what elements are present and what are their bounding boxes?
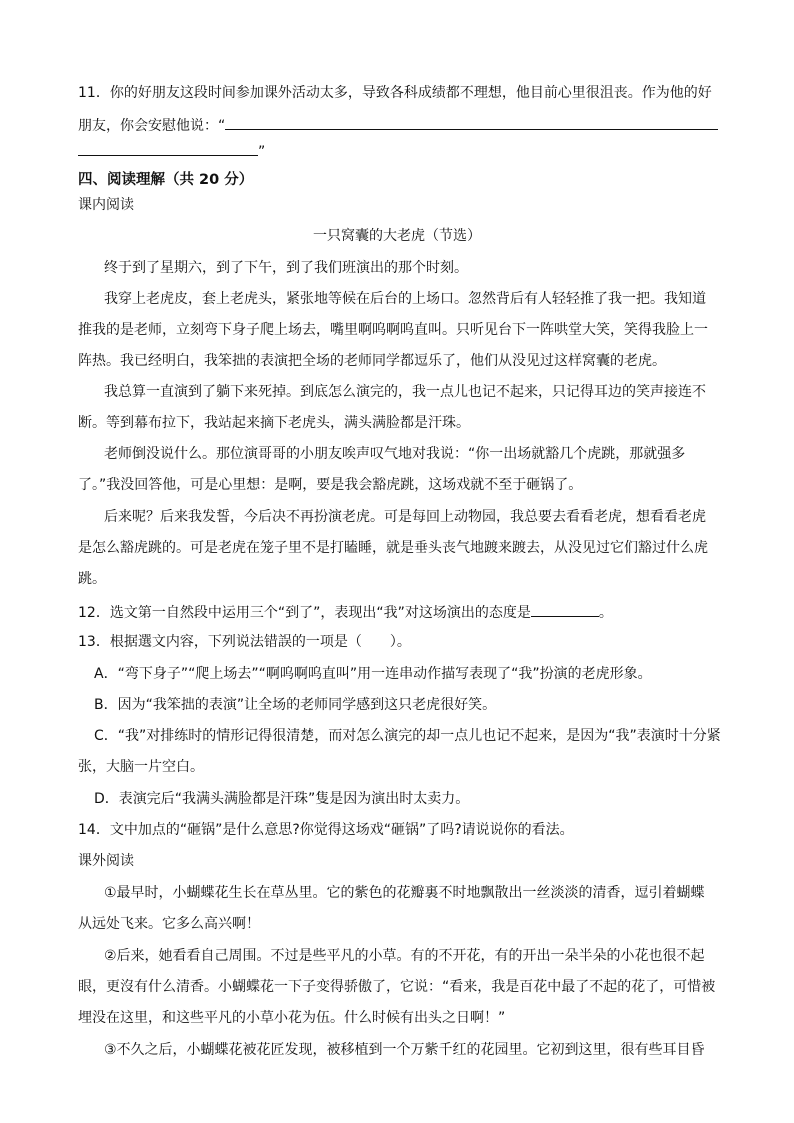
q13-option-c-cont: 张，大脑一片空白。 [78,759,204,775]
q11-line3 [78,141,265,162]
q13-option-c[interactable]: C．“我”对排练时的情形记得很清楚，而对怎么演完的却一点儿也记不起来，是因为“我”表演时十分紧 [94,728,721,744]
q12 [78,602,613,623]
passage-line: 跳。 [78,571,106,587]
extra-line: 埋没在这里，和这些平凡的小草小花为伍。什么时候有出头之日啊！” [78,1010,506,1026]
q11-answer-blank[interactable] [225,115,718,130]
passage-line: 阵热。我已经明白，我笨拙的表演把全场的老师同学都逗乐了，他们从没见过这样窝囊的老虎。 [78,353,666,369]
extra-line: ②后来，她看看自己周围。不过是些平凡的小草。有的不开花，有的开出一朵半朵的小花也很不起 [104,948,705,964]
q13-stem: 13．根据選文内容，下列说法错誤的一项是（ ）。 [78,634,411,650]
q14-text: 14．文中加点的“砸锅”是什么意思?你觉得这场戏“砸锅”了吗?请说说你的看法。 [78,822,574,838]
in-class-reading-label: 课内阅读 [78,197,134,213]
passage-line: 断。等到幕布拉下，我站起来摘下老虎头，满头满脸都是汗珠。 [78,415,470,431]
passage-title: 一只窝囊的大老虎（节选） [313,228,481,244]
section4-heading: 四、阅读理解（共 20 分） [78,172,254,188]
extra-reading-label: 课外阅读 [78,853,134,869]
q12-text: 12．选文第一自然段中运用三个“到了”，表现出“我”对这场演出的态度是 [78,605,531,621]
q11-close-quote: ” [258,144,266,160]
q13-option-d[interactable]: D．表演完后“我满头满脸都是汗珠”隻是因为演出时太卖力。 [94,791,470,807]
extra-line: ①最早时，小蝴蝶花生长在草丛里。它的紫色的花瓣裏不时地飘散出一丝淡淡的清香，逗引着蝴蝶 [104,885,705,901]
passage-line: 后来呢？后来我发誓，今后决不再扮演老虎。可是每回上动物园，我总要去看看老虎，想看看老虎 [104,509,706,525]
extra-line: 眼，更沒有什么清香。小蝴蝶花一下子变得骄傲了，它说：“看来，我是百花中最了不起的花了，可惜被 [78,979,716,995]
q11-line1: 11．你的好朋友这段时间参加课外活动太多，导致各科成绩都不理想，他目前心里很沮丧。作为他的好 [78,85,712,101]
passage-line: 老师倒没说什么。那位演哥哥的小朋友唉声叹气地对我说：“你一出场就豁几个虎跳，那就强多 [104,446,686,462]
passage-line: 我穿上老虎皮，套上老虎头，紧张地等候在后台的上场口。忽然背后有人轻轻推了我一把。我知道 [104,291,706,307]
q11-answer-blank-cont[interactable] [78,141,258,156]
q13-option-b[interactable]: B．因为“我笨拙的表演”让全场的老师同学感到这只老虎很好笑。 [94,697,497,713]
q12-answer-blank[interactable] [531,602,599,617]
q11-prompt: 朋友，你会安慰他说：“ [78,118,226,134]
q11-line2 [78,115,718,136]
extra-line: 从远处飞来。它多么高兴啊！ [78,916,260,932]
q13-option-a[interactable]: A．“弯下身子”“爬上场去”“啊呜啊呜直叫”用一连串动作描写表现了“我”扮演的老虎形象。 [94,666,652,682]
q12-end: 。 [598,605,613,621]
passage-line: 终于到了星期六，到了下午，到了我们班演出的那个时刻。 [104,260,468,276]
extra-line: ③不久之后，小蝴蝶花被花匠发现，被移植到一个万紫千红的花园里。它初到这里，很有些耳目昏 [104,1042,705,1058]
passage-line: 是怎么豁虎跳的。可是老虎在笼子里不是打瞌睡，就是垂头丧气地踱来踱去，从没见过它们豁过什么虎 [78,540,708,556]
passage-line: 了。”我没回答他，可是心里想：是啊，要是我会豁虎跳，这场戏就不至于砸锅了。 [78,477,583,493]
passage-line: 推我的是老师，立刻弯下身子爬上场去，嘴里啊呜啊呜直叫。只听见台下一阵哄堂大笑，笑得我脸上一 [78,322,708,338]
passage-line: 我总算一直演到了躺下来死掉。到底怎么演完的，我一点儿也记不起来，只记得耳边的笑声接连不 [104,384,706,400]
